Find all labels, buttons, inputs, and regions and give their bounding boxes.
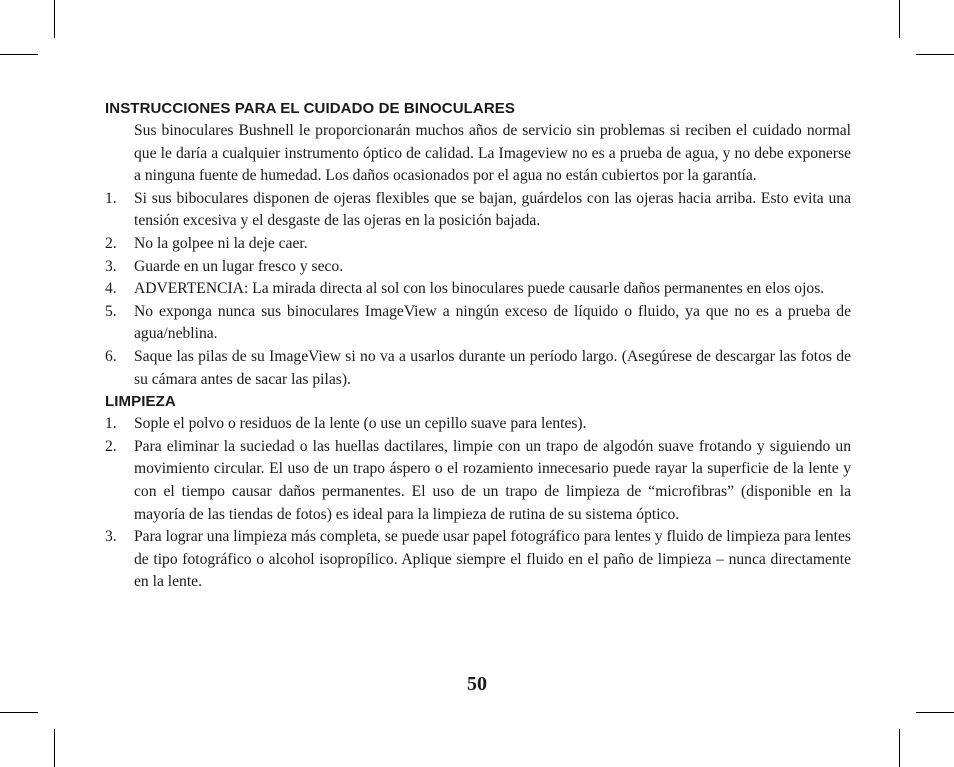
crop-mark-bottom-right-vertical	[899, 729, 900, 767]
list-item-number: 6.	[105, 347, 117, 365]
care-list	[105, 188, 851, 391]
care-section	[105, 98, 851, 391]
list-item	[105, 346, 851, 391]
crop-mark-top-left-vertical	[54, 0, 55, 38]
list-item-text: Para lograr una limpieza más completa, se puede usar papel fotográfico para lentes y fluido de limpieza para lentes de tipo fotográfico o alcohol isopropílico. Aplique siempre el fluido en el paño de limpieza – nunca directamente en la lente.	[134, 528, 851, 591]
page-content	[105, 98, 851, 594]
list-item-number: 3.	[105, 257, 117, 275]
list-item	[105, 233, 851, 256]
list-item-text: Para eliminar la suciedad o las huellas dactilares, limpie con un trapo de algodón suave frotando y siguiendo un movimiento circular. El uso de un trapo áspero o el rozamiento innecesario puede rayar la superficie de la lente y con el tiempo causar daños permanentes. El uso de un trapo de limpieza de “microfibras” (disponible en la mayoría de las tiendas de fotos) es ideal para la limpieza de rutina de su sistema óptico.	[134, 437, 851, 523]
list-item-text: No la golpee ni la deje caer.	[134, 234, 308, 252]
list-item-number: 1.	[105, 189, 117, 207]
list-item	[105, 278, 851, 301]
care-heading: INSTRUCCIONES PARA EL CUIDADO DE BINOCULARES	[105, 100, 515, 117]
list-item-number: 5.	[105, 302, 117, 320]
list-item	[105, 436, 851, 526]
list-item	[105, 256, 851, 279]
list-item	[105, 301, 851, 346]
list-item	[105, 413, 851, 436]
crop-mark-top-right-vertical	[899, 0, 900, 38]
cleaning-heading: LIMPIEZA	[105, 393, 176, 411]
page-number: 50	[467, 673, 487, 695]
list-item-text: Guarde en un lugar fresco y seco.	[134, 257, 344, 275]
cleaning-list	[105, 413, 851, 594]
list-item-text: Si sus biboculares disponen de ojeras flexibles que se bajan, guárdelos con las ojeras hacia arriba. Esto evita una tensión excesiva y el desgaste de las ojeras en la posición bajada.	[134, 189, 851, 230]
list-item	[105, 188, 851, 233]
crop-mark-bottom-left-vertical	[54, 729, 55, 767]
list-item-number: 2.	[105, 437, 117, 455]
crop-mark-top-left-horizontal	[0, 54, 38, 55]
list-item-number: 4.	[105, 280, 117, 298]
list-item-text: No exponga nunca sus binoculares ImageView a ningún exceso de líquido o fluido, ya que no es a prueba de agua/neblina.	[134, 302, 851, 343]
crop-mark-bottom-left-horizontal	[0, 712, 38, 713]
cleaning-section	[105, 391, 851, 594]
list-item-text: Saque las pilas de su ImageView si no va a usarlos durante un período largo. (Asegúrese de descargar las fotos de su cámara antes de sacar las pilas).	[134, 347, 851, 388]
list-item-number: 3.	[105, 528, 117, 546]
care-intro: Sus binoculares Bushnell le proporcionarán muchos años de servicio sin problemas si reciben el cuidado normal que le daría a cualquier instrumento óptico de calidad. La Imageview no es a prueba de agua, y no debe exponerse a ninguna fuente de humedad. Los daños ocasionados por el agua no están cubiertos por la garantía.	[134, 122, 851, 185]
crop-mark-bottom-right-horizontal	[916, 712, 954, 713]
list-item-text: Sople el polvo o residuos de la lente (o use un cepillo suave para lentes).	[134, 415, 587, 433]
list-item-text: ADVERTENCIA: La mirada directa al sol con los binoculares puede causarle daños permanentes en elos ojos.	[134, 280, 825, 298]
list-item	[105, 526, 851, 594]
crop-mark-top-right-horizontal	[916, 54, 954, 55]
list-item-number: 1.	[105, 415, 117, 433]
list-item-number: 2.	[105, 234, 117, 252]
